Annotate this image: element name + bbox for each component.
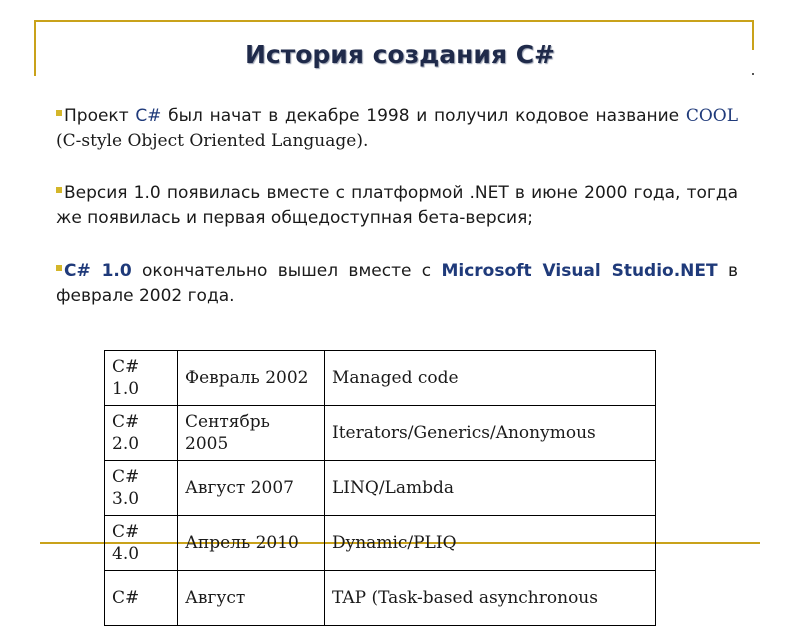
bullet-icon: [56, 110, 62, 116]
date-cell: Август 2007: [178, 461, 325, 516]
features-cell: Iterators/Generics/Anonymous: [325, 406, 656, 461]
features-cell: Managed code: [325, 351, 656, 406]
versions-table: [104, 350, 656, 626]
paragraph-version-1: Версия 1.0 появилась вместе с платформой .NET в июне 2000 года, тогда же появилась и первая общедоступная бета-версия;: [56, 183, 738, 228]
paragraph-project-start: Проект C# был начат в декабре 1998 и получил кодовое название COOL (C-style Object Oriented Language).: [56, 106, 738, 151]
date-cell: Апрель 2010: [178, 516, 325, 571]
bullet-icon: [56, 265, 62, 271]
table-row: [105, 571, 656, 626]
version-cell: C# 2.0: [105, 406, 178, 461]
version-cell: C# 3.0: [105, 461, 178, 516]
date-cell: Август: [178, 571, 325, 626]
table-row: [105, 461, 656, 516]
date-cell: Февраль 2002: [178, 351, 325, 406]
features-cell: LINQ/Lambda: [325, 461, 656, 516]
table-row: [105, 351, 656, 406]
features-cell: TAP (Task-based asynchronous: [325, 571, 656, 626]
decorative-dot: [752, 73, 754, 75]
table-row: [105, 406, 656, 461]
paragraph-final-release: C# 1.0 окончательно вышел вместе с Microsoft Visual Studio.NET в феврале 2002 года.: [56, 261, 738, 306]
features-cell: Dynamic/PLIQ: [325, 516, 656, 571]
bullet-icon: [56, 187, 62, 193]
table-row: [105, 516, 656, 571]
version-cell: C# 1.0: [105, 351, 178, 406]
slide-title: История создания C#: [245, 40, 555, 69]
frame-top-line: [34, 20, 754, 22]
version-cell: C#: [105, 571, 178, 626]
date-cell: Сентябрь 2005: [178, 406, 325, 461]
version-cell: C# 4.0: [105, 516, 178, 571]
